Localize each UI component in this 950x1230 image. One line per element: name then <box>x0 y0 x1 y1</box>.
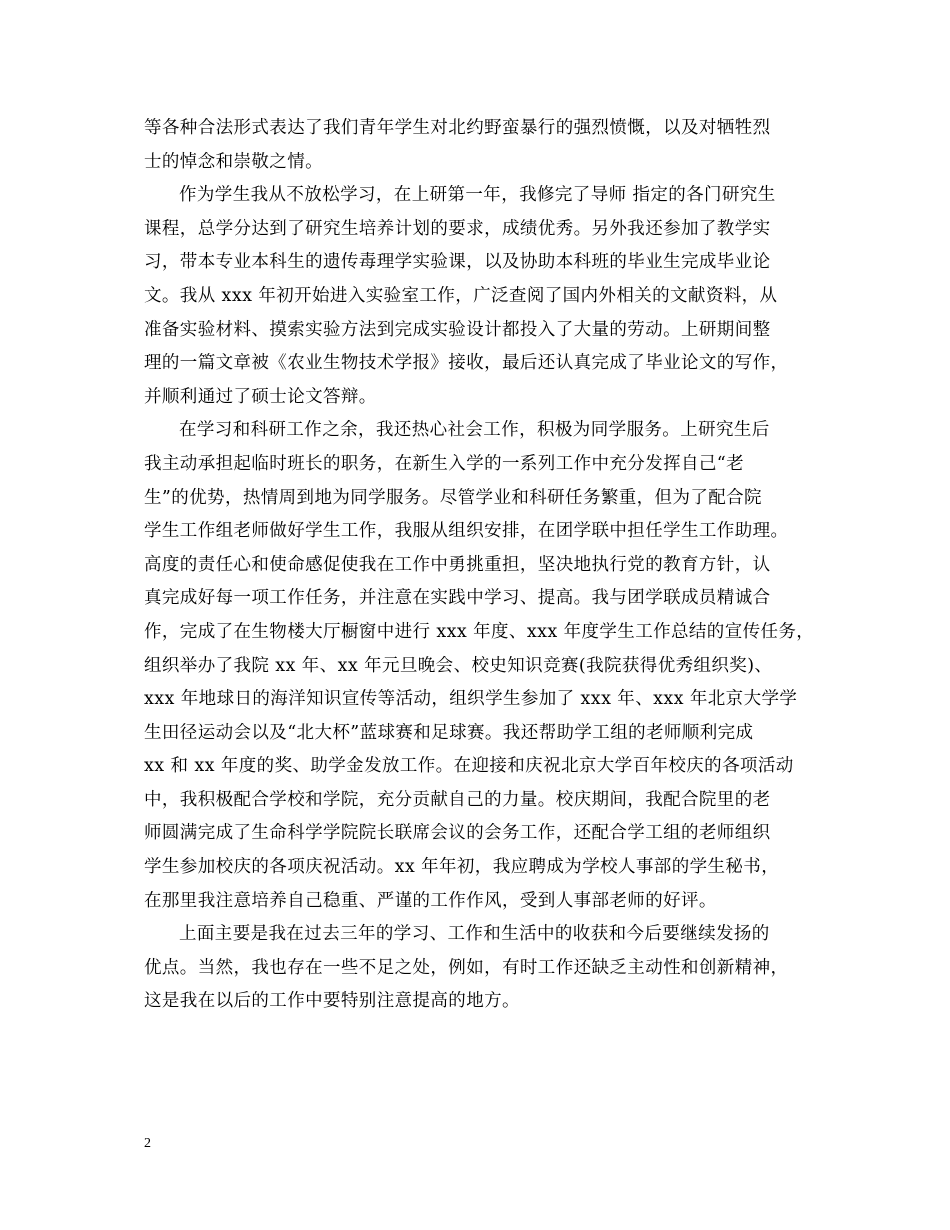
text-line: 作，完成了在生物楼大厅橱窗中进行 xxx 年度、xxx 年度学生工作总结的宣传任务， <box>144 621 815 642</box>
text-line: 习，带本专业本科生的遗传毒理学实验课，以及协助本科班的毕业生完成毕业论 <box>144 252 771 273</box>
text-line: 师圆满完成了生命科学学院院长联席会议的会务工作，还配合学工组的老师组织 <box>144 823 771 844</box>
text-line: xxx 年地球日的海洋知识宣传等活动，组织学生参加了 xxx 年、xxx 年北京大学学 <box>144 689 798 710</box>
page-number: 2 <box>144 1136 151 1151</box>
text-line: 组织举办了我院 xx 年、xx 年元旦晚会、校史知识竞赛(我院获得优秀组织奖)、 <box>144 655 773 676</box>
text-line: 作为学生我从不放松学习，在上研第一年，我修完了导师 指定的各门研究生 <box>179 185 776 206</box>
paragraph <box>144 179 816 414</box>
text-line: 高度的责任心和使命感促使我在工作中勇挑重担，坚决地执行党的教育方针，认 <box>144 554 771 575</box>
text-line: xx 和 xx 年度的奖、助学金发放工作。在迎接和庆祝北京大学百年校庆的各项活动 <box>144 756 794 777</box>
text-line: 并顺利通过了硕士论文答辩。 <box>144 386 377 407</box>
text-line: 真完成好每一项工作任务，并注意在实践中学习、提高。我与团学联成员精诚合 <box>144 588 771 609</box>
paragraph <box>144 918 816 1019</box>
text-line: 文。我从 xxx 年初开始进入实验室工作，广泛查阅了国内外相关的文献资料，从 <box>144 285 778 306</box>
text-line: 我主动承担起临时班长的职务，在新生入学的一系列工作中充分发挥自己“老 <box>144 453 745 474</box>
text-line: 课程，总学分达到了研究生培养计划的要求，成绩优秀。另外我还参加了教学实 <box>144 218 771 239</box>
text-line: 准备实验材料、摸索实验方法到完成实验设计都投入了大量的劳动。上研期间整 <box>144 319 771 340</box>
text-line: 生”的优势，热情周到地为同学服务。尽管学业和科研任务繁重，但为了配合院 <box>144 487 762 508</box>
text-line: 上面主要是我在过去三年的学习、工作和生活中的收获和今后要继续发扬的 <box>179 924 770 945</box>
text-line: 在学习和科研工作之余，我还热心社会工作，积极为同学服务。上研究生后 <box>179 420 770 441</box>
paragraph <box>144 112 816 179</box>
document-body <box>144 112 816 1019</box>
text-line: 理的一篇文章被《农业生物技术学报》接收，最后还认真完成了毕业论文的写作， <box>144 353 789 374</box>
text-line: 生田径运动会以及“北大杯”蓝球赛和足球赛。我还帮助学工组的老师顺利完成 <box>144 722 754 743</box>
text-line: 学生参加校庆的各项庆祝活动。xx 年年初，我应聘成为学校人事部的学生秘书， <box>144 857 780 878</box>
text-line: 等各种合法形式表达了我们青年学生对北约野蛮暴行的强烈愤慨，以及对牺牲烈 <box>144 118 771 138</box>
text-line: 这是我在以后的工作中要特别注意提高的地方。 <box>144 991 520 1012</box>
text-line: 在那里我注意培养自己稳重、严谨的工作作风，受到人事部老师的好评。 <box>144 890 717 911</box>
text-line: 士的悼念和崇敬之情。 <box>144 151 323 172</box>
text-line: 学生工作组老师做好学生工作，我服从组织安排，在团学联中担任学生工作助理。 <box>144 521 789 542</box>
paragraph <box>144 414 816 918</box>
text-line: 优点。当然，我也存在一些不足之处，例如，有时工作还缺乏主动性和创新精神， <box>144 957 789 978</box>
text-line: 中，我积极配合学校和学院，充分贡献自己的力量。校庆期间，我配合院里的老 <box>144 789 771 810</box>
